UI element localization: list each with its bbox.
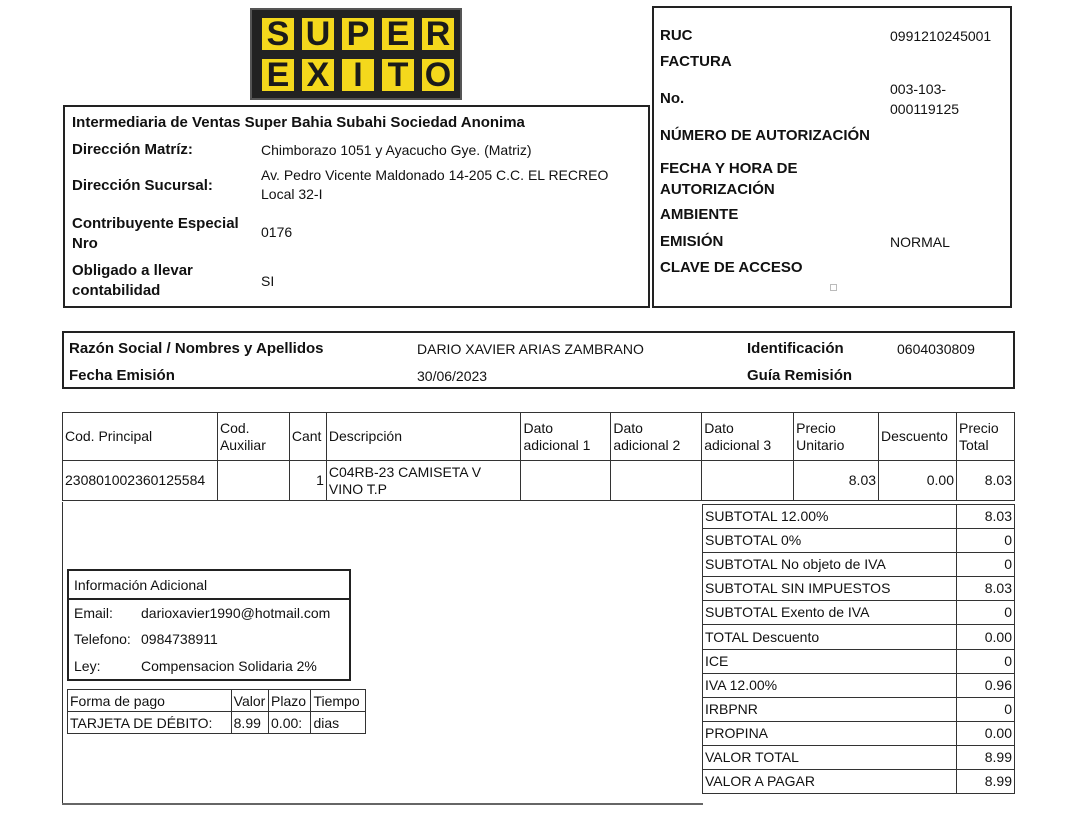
factura-label: FACTURA (660, 53, 732, 70)
cell-cod: 230801002360125584 (63, 461, 218, 501)
email-value: darioxavier1990@hotmail.com (141, 605, 331, 621)
totals-value: 8.03 (957, 577, 1015, 601)
cell-d2 (611, 461, 702, 501)
logo-letter: P (340, 16, 376, 52)
header-cod-principal: Cod. Principal (63, 413, 218, 461)
header-dato-1: Dato adicional 1 (521, 413, 611, 461)
header-descripcion: Descripción (326, 413, 521, 461)
info-divider (69, 598, 349, 600)
sucursal-label: Dirección Sucursal: (72, 177, 213, 194)
pago-header-tiempo: Tiempo (311, 690, 366, 712)
telefono-value: 0984738911 (141, 631, 218, 647)
cell-descuento: 0.00 (879, 461, 957, 501)
totals-label: IRBPNR (703, 697, 957, 721)
pago-header-plazo: Plazo (269, 690, 311, 712)
contabilidad-value: SI (261, 273, 275, 289)
totals-row (703, 553, 1015, 577)
totals-row (703, 697, 1015, 721)
contribuyente-value: 0176 (261, 224, 293, 240)
issuer-name: Intermediaria de Ventas Super Bahia Subahi Sociedad Anonima (72, 114, 525, 131)
ley-value: Compensacion Solidaria 2% (141, 658, 317, 674)
fecha-emision-value: 30/06/2023 (417, 368, 488, 384)
logo-letter: X (300, 57, 336, 93)
identificacion-value: 0604030809 (897, 341, 975, 357)
totals-row (703, 601, 1015, 625)
totals-row (703, 649, 1015, 673)
totals-row (703, 721, 1015, 745)
info-title: Información Adicional (74, 577, 208, 593)
clave-label: CLAVE DE ACCESO (660, 259, 803, 276)
info-adicional-box (67, 569, 351, 681)
ruc-value: 0991210245001 (890, 28, 992, 44)
totals-row (703, 673, 1015, 697)
ley-label: Ley: (74, 658, 101, 674)
no-label: No. (660, 90, 685, 107)
barcode-placeholder (830, 284, 837, 291)
logo-letter: E (260, 57, 296, 93)
cell-cant: 1 (289, 461, 326, 501)
forma-pago-table (67, 689, 366, 734)
table-row (63, 461, 1015, 501)
pago-tiempo: dias (311, 712, 366, 734)
totals-row (703, 745, 1015, 769)
totals-value: 0 (957, 649, 1015, 673)
logo-letter: E (380, 16, 416, 52)
matriz-value: Chimborazo 1051 y Ayacucho Gye. (Matriz) (261, 142, 532, 158)
matriz-label: Dirección Matríz: (72, 141, 193, 158)
totals-label: PROPINA (703, 721, 957, 745)
totals-row (703, 577, 1015, 601)
header-precio-unitario: Precio Unitario (794, 413, 879, 461)
logo-letter: I (340, 57, 376, 93)
totals-label: TOTAL Descuento (703, 625, 957, 649)
footer-left-border (62, 502, 63, 804)
totals-row (703, 505, 1015, 529)
cell-d1 (521, 461, 611, 501)
totals-label: SUBTOTAL No objeto de IVA (703, 553, 957, 577)
telefono-label: Telefono: (74, 631, 131, 647)
invoice-box (652, 6, 1012, 308)
totals-label: VALOR A PAGAR (703, 770, 957, 794)
totals-table (702, 504, 1015, 794)
header-cod-auxiliar: Cod. Auxiliar (217, 413, 289, 461)
totals-value: 0 (957, 601, 1015, 625)
totals-value: 8.03 (957, 505, 1015, 529)
items-table (62, 412, 1015, 501)
items-header-row (63, 413, 1015, 461)
totals-value: 8.99 (957, 770, 1015, 794)
buyer-box (62, 331, 1015, 389)
fecha-autorizacion-label: FECHA Y HORA DE AUTORIZACIÓN (660, 160, 798, 198)
header-dato-3: Dato adicional 3 (702, 413, 794, 461)
cell-total: 8.03 (956, 461, 1014, 501)
logo-letter: O (420, 57, 456, 93)
emision-label: EMISIÓN (660, 233, 724, 250)
cell-precio: 8.03 (794, 461, 879, 501)
email-label: Email: (74, 605, 113, 621)
header-dato-2: Dato adicional 2 (611, 413, 702, 461)
cell-desc: C04RB-23 CAMISETA V VINO T.P (326, 461, 521, 501)
pago-valor: 8.99 (231, 712, 268, 734)
table-row (68, 712, 366, 734)
cell-d3 (702, 461, 794, 501)
autorizacion-label: NÚMERO DE AUTORIZACIÓN (660, 127, 870, 144)
pago-forma: TARJETA DE DÉBITO: (68, 712, 232, 734)
totals-label: SUBTOTAL 0% (703, 529, 957, 553)
razon-value: DARIO XAVIER ARIAS ZAMBRANO (417, 341, 644, 357)
totals-value: 0.00 (957, 625, 1015, 649)
pago-header-row (68, 690, 366, 712)
totals-label: VALOR TOTAL (703, 745, 957, 769)
razon-label: Razón Social / Nombres y Apellidos (69, 340, 324, 357)
contribuyente-label: Contribuyente Especial Nro (72, 215, 239, 252)
sucursal-value: Av. Pedro Vicente Maldonado 14-205 C.C. EL RECREO Local 32-I (261, 167, 609, 202)
totals-value: 0.96 (957, 673, 1015, 697)
issuer-box (63, 105, 650, 308)
header-precio-total: Precio Total (956, 413, 1014, 461)
emision-value: NORMAL (890, 234, 950, 250)
contabilidad-label: Obligado a llevar contabilidad (72, 262, 193, 299)
ambiente-label: AMBIENTE (660, 206, 739, 223)
factura-number: 003-103-000119125 (890, 81, 960, 117)
cell-aux (217, 461, 289, 501)
totals-row (703, 770, 1015, 794)
header-descuento: Descuento (879, 413, 957, 461)
pago-header-valor: Valor (231, 690, 268, 712)
logo-letter: R (420, 16, 456, 52)
fecha-emision-label: Fecha Emisión (69, 367, 175, 384)
totals-label: SUBTOTAL Exento de IVA (703, 601, 957, 625)
totals-value: 0 (957, 553, 1015, 577)
totals-value: 0 (957, 697, 1015, 721)
totals-label: ICE (703, 649, 957, 673)
header-cant: Cant (289, 413, 326, 461)
totals-value: 8.99 (957, 745, 1015, 769)
totals-value: 0.00 (957, 721, 1015, 745)
ruc-label: RUC (660, 27, 693, 44)
totals-label: SUBTOTAL SIN IMPUESTOS (703, 577, 957, 601)
totals-label: SUBTOTAL 12.00% (703, 505, 957, 529)
pago-header-forma: Forma de pago (68, 690, 232, 712)
footer-bottom-border (62, 803, 703, 805)
totals-row (703, 625, 1015, 649)
identificacion-label: Identificación (747, 340, 844, 357)
totals-label: IVA 12.00% (703, 673, 957, 697)
totals-row (703, 529, 1015, 553)
pago-plazo: 0.00: (269, 712, 311, 734)
logo-letter: T (380, 57, 416, 93)
guia-remision-label: Guía Remisión (747, 367, 853, 384)
logo-letter: U (300, 16, 336, 52)
super-exito-logo (250, 8, 462, 100)
totals-value: 0 (957, 529, 1015, 553)
logo-letter: S (260, 16, 296, 52)
